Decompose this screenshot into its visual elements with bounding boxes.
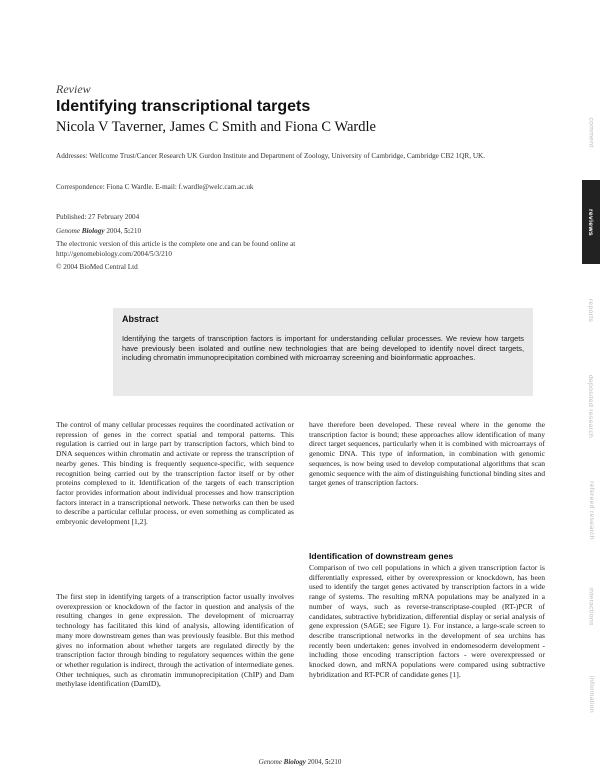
side-tab-interactions[interactable]: interactions	[587, 586, 595, 626]
footer-journal-genome: Genome	[258, 758, 282, 766]
article-title: Identifying transcriptional targets	[56, 98, 311, 115]
footer-journal-biology: Biology	[283, 758, 306, 766]
citation	[56, 227, 296, 237]
body-right-paragraph-2: Comparison of two cell populations in which a given transcription factor is differentially expressed, either by overexpression or knockdown, has been used to identify the target genes activated by transcription factors in a wide range of systems. The resulting mRNA populations may be analyzed in a number of ways, such as reverse-transcriptase-coupled (RT-)PCR of candidates, subtractive hybridization, differential display or serial analysis of gene expression (SAGE; see Figure 1). For instance, a large-scale screen to describe transcriptional networks in the development of sea urchins has recently been undertaken: genes involved in endomesoderm development - including those encoding transcription factors - were overexpressed or knocked down, and mRNA populations were compared using subtractive hybridization and RT-PCR of candidate genes [1].	[309, 563, 545, 679]
section-heading: Identification of downstream genes	[309, 551, 454, 561]
footer-page: 210	[330, 758, 342, 766]
correspondence	[56, 183, 526, 193]
correspondence-text: Correspondence: Fiona C Wardle. E-mail: f.wardle@welc.cam.ac.uk	[56, 183, 254, 191]
side-tab-comment[interactable]: comment	[587, 116, 595, 148]
citation-journal-genome: Genome	[56, 226, 80, 235]
body-right-paragraph-1: have therefore been developed. These reveal where in the genome the transcription factor is bound; these approaches allow identification of many direct target sequences, particularly when it is combined with microarrays of genomic DNA. This type of information, in combination with genomic sequences, is now being used to develop computational algorithms that scan genomic sequence with the aim of distinguishing functional binding sites and target genes of transcription factors.	[309, 420, 545, 488]
published-date: Published: 27 February 2004	[56, 213, 140, 221]
footer-year: 2004,	[305, 758, 326, 766]
citation-page: 210	[130, 226, 142, 235]
footer-volume: 5:	[325, 758, 331, 766]
author-list: Nicola V Taverner, James C Smith and Fiona C Wardle	[56, 119, 376, 135]
addresses: Addresses: Wellcome Trust/Cancer Research UK Gurdon Institute and Department of Zoology, University of Cambridge, Cambridge CB2 1QR, UK.	[56, 152, 485, 160]
side-tab-deposited-research[interactable]: deposited research	[587, 374, 595, 438]
online-note: The electronic version of this article is the complete one and can be found online at http://genomebiology.com/2004/5/3/210	[56, 240, 296, 258]
abstract-text: Identifying the targets of transcription factors is important for understanding cellular processes. We review how targets have previously been isolated and outline new technologies that are being developed to identify novel direct targets, including chromatin immunoprecipitation combined with microarray screening and bioinformatic approaches.	[122, 334, 524, 363]
page-footer	[0, 758, 600, 766]
body-left-paragraph-1: The control of many cellular processes requires the coordinated activation or repression of genes in the correct spatial and temporal patterns. This regulation is carried out in large part by transcription factors, which bind to DNA sequences within chromatin and activate or repress the transcription of nearby genes. This binding is frequently sequence-specific, with sequence recognition being carried out by the transcription factor itself or by other proteins complexed to it. Identification of the targets of each transcription factor provides information about individual processes and how transcription factors interact in a transcriptional network. These networks can then be used to describe a particular cellular process, or even something as complicated as embryonic development [1,2].	[56, 420, 294, 527]
body-left-paragraph-2: The first step in identifying targets of a transcription factor usually involves overexpression or knockdown of the factor in question and analysis of the resulting changes in gene expression. The development of microarray technology has facilitated this kind of analysis, allowing identification of many more downstream genes than was previously feasible. But this method gives no information about whether targets are regulated directly by the transcription factor through binding to regulatory sequences within the gene or whether regulation is indirect, through the activation of intermediate genes. Other techniques, such as chromatin immunoprecipitation (ChIP) and Dam methylase identification (DamID),	[56, 592, 294, 689]
citation-journal-biology: Biology	[81, 226, 105, 235]
citation-volume: 5:	[124, 226, 131, 235]
side-tab-reviews[interactable]: reviews	[582, 180, 600, 264]
publication-info	[56, 213, 296, 259]
citation-year: 2004,	[104, 226, 125, 235]
side-tab-refereed-research[interactable]: refereed research	[587, 480, 595, 540]
copyright: © 2004 BioMed Central Ltd	[56, 263, 138, 271]
article-type-kicker: Review	[56, 82, 91, 96]
side-tab-reports[interactable]: reports	[587, 298, 595, 322]
abstract-heading: Abstract	[122, 314, 159, 324]
side-tab-information[interactable]: information	[587, 675, 595, 713]
